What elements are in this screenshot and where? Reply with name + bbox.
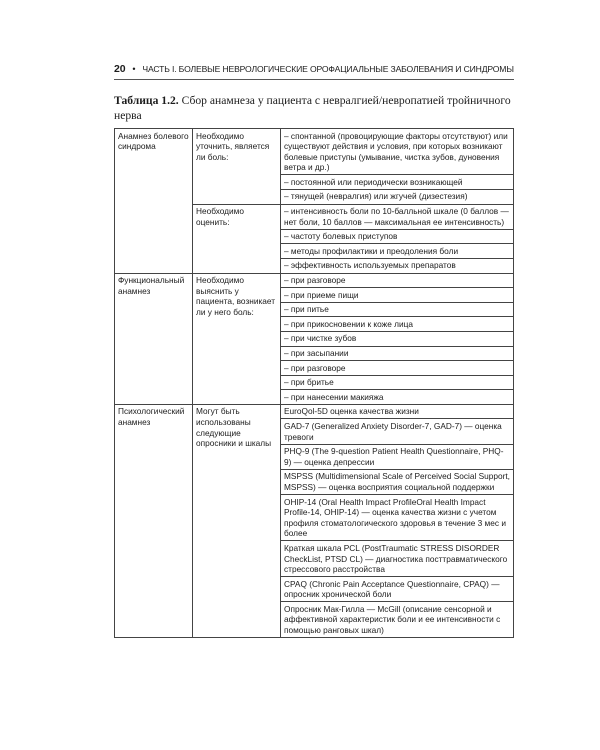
running-header — [114, 63, 514, 75]
item-cell: EuroQol-5D оценка качества жизни — [281, 404, 514, 419]
item-cell: Опросник Мак-Гилла — McGill (описание сенсорной и аффективной характеристик боли и ее интенсивности с помощью ранговых шкал) — [281, 602, 514, 638]
item-cell: – при нанесении макияжа — [281, 390, 514, 405]
item-cell: – при бритье — [281, 375, 514, 390]
item-cell: MSPSS (Multidimensional Scale of Perceived Social Support, MSPSS) — оценка восприятия социальной поддержки — [281, 469, 514, 494]
anamnesis-table — [114, 128, 514, 638]
item-cell: – эффективность используемых препаратов — [281, 258, 514, 273]
section-cell: Анамнез болевого синдрома — [115, 129, 193, 274]
item-cell: – при прикосновении к коже лица — [281, 317, 514, 332]
item-cell: – при чистке зубов — [281, 331, 514, 346]
table-caption — [114, 93, 514, 123]
item-cell: – частоту болевых приступов — [281, 229, 514, 244]
caption-text: Сбор анамнеза у пациента с невралгией/невропатией тройничного нерва — [114, 94, 511, 122]
caption-label: Таблица 1.2. — [114, 94, 179, 107]
instruction-cell: Могут быть использованы следующие опросники и шкалы — [193, 404, 281, 637]
item-cell: CPAQ (Chronic Pain Acceptance Questionnaire, CPAQ) — опросник хронической боли — [281, 577, 514, 602]
item-cell: – постоянной или периодически возникающей — [281, 175, 514, 190]
table-body — [115, 129, 514, 638]
section-cell: Психологический анамнез — [115, 404, 193, 637]
table-row — [115, 404, 514, 419]
header-bullet: • — [132, 64, 136, 74]
item-cell: GAD-7 (Generalized Anxiety Disorder-7, GAD-7) — оценка тревоги — [281, 419, 514, 444]
item-cell: – спонтанной (провоцирующие факторы отсутствуют) или существуют действия и условия, при которых возникают болевые приступы (умывание, чистка зубов, дуновения ветра и др.) — [281, 129, 514, 175]
item-cell: – тянущей (невралгия) или жгучей (дизестезия) — [281, 189, 514, 204]
item-cell: – при засыпании — [281, 346, 514, 361]
page-number: 20 — [114, 63, 126, 75]
section-cell: Функциональный анамнез — [115, 273, 193, 404]
item-cell: – при приеме пищи — [281, 288, 514, 303]
table-row — [115, 273, 514, 288]
item-cell: PHQ-9 (The 9-question Patient Health Questionnaire, PHQ-9) — оценка депрессии — [281, 444, 514, 469]
item-cell: – при разговоре — [281, 361, 514, 376]
instruction-cell: Необходимо оценить: — [193, 204, 281, 273]
item-cell: – при разговоре — [281, 273, 514, 288]
item-cell: Краткая шкала PCL (PostTraumatic STRESS DISORDER CheckList, PTSD CL) — диагностика посттравматического стрессового расстройства — [281, 541, 514, 577]
item-cell: – методы профилактики и преодоления боли — [281, 244, 514, 259]
header-divider — [114, 79, 514, 80]
item-cell: – интенсивность боли по 10-балльной шкале (0 баллов — нет боли, 10 баллов — максимальная ее интенсивность) — [281, 204, 514, 229]
item-cell: OHIP-14 (Oral Health Impact ProfileOral Health Impact Profile-14, OHIP-14) — оценка качества жизни с учетом профиля стоматологического здоровья в течение 3 мес и более — [281, 495, 514, 541]
item-cell: – при питье — [281, 302, 514, 317]
running-title: ЧАСТЬ I. БОЛЕВЫЕ НЕВРОЛОГИЧЕСКИЕ ОРОФАЦИАЛЬНЫЕ ЗАБОЛЕВАНИЯ И СИНДРОМЫ — [142, 64, 514, 74]
table-row — [115, 129, 514, 175]
instruction-cell: Необходимо уточнить, является ли боль: — [193, 129, 281, 205]
instruction-cell: Необходимо выяснить у пациента, возникает ли у него боль: — [193, 273, 281, 404]
